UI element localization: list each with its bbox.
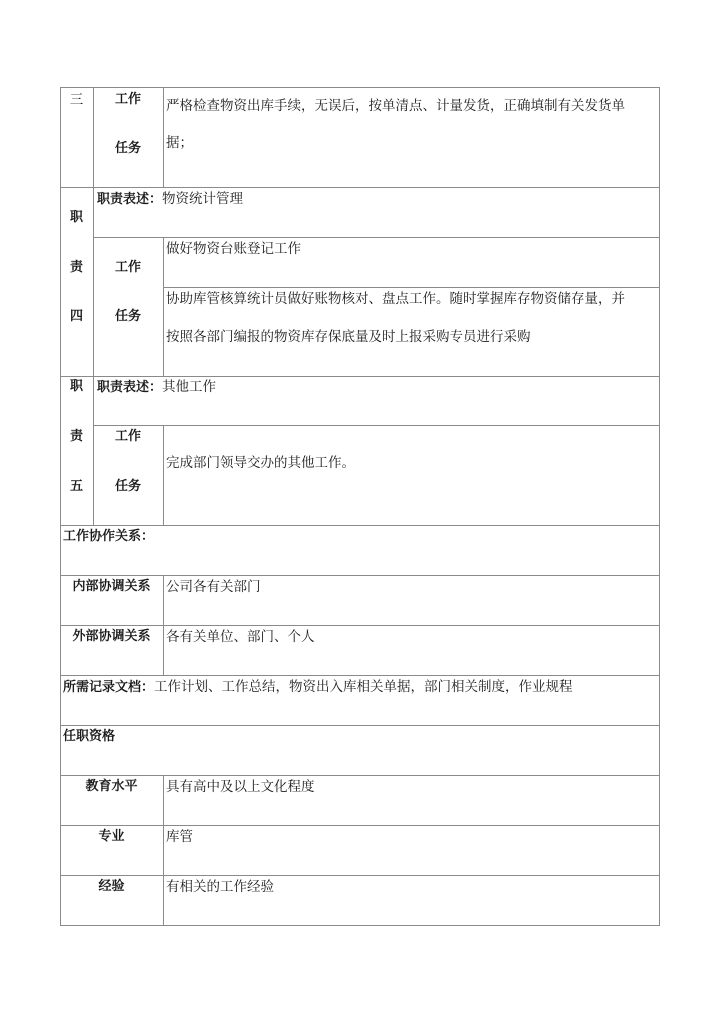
duty5-side-label-1: 职 [69, 379, 83, 394]
table-border [60, 87, 660, 88]
duty4-side-label-3: 四 [69, 309, 83, 324]
table-border [659, 87, 660, 925]
table-border [60, 575, 660, 576]
experience-label: 经验 [98, 879, 125, 894]
table-border [60, 825, 660, 826]
duty3-number: 三 [69, 92, 84, 108]
external-coordination-label: 外部协调关系 [72, 629, 151, 644]
table-border [60, 725, 660, 726]
duty4-description-text: 物资统计管理 [162, 191, 244, 207]
duty4-task-label-1: 工作 [114, 260, 141, 275]
table-border [60, 525, 660, 526]
table-border [60, 376, 660, 377]
records-row [63, 678, 573, 697]
duty3-task-label-2: 任务 [114, 141, 141, 156]
table-border [93, 376, 94, 525]
duty4-task-b-line2: 按照各部门编报的物资库存保底量及时上报采购专员进行采购 [166, 329, 531, 345]
table-border [93, 237, 660, 238]
duty4-task-label-2: 任务 [114, 309, 141, 324]
duty4-side-label-1: 职 [69, 210, 83, 225]
table-border [163, 287, 660, 288]
major-label: 专业 [98, 829, 125, 844]
duty4-description [97, 190, 243, 209]
duty5-description-text: 其他工作 [162, 379, 217, 395]
major-value: 库管 [166, 829, 193, 845]
table-border [60, 625, 660, 626]
table-border [60, 187, 660, 188]
table-border [163, 425, 164, 525]
records-value: 工作计划、工作总结，物资出入库相关单据，部门相关制度，作业规程 [154, 679, 573, 695]
table-border [60, 775, 660, 776]
duty5-side-label-2: 责 [69, 429, 83, 444]
records-label: 所需记录文档： [63, 680, 155, 695]
table-border [93, 425, 660, 426]
qualification-heading: 任职资格 [63, 729, 116, 744]
table-border [60, 875, 660, 876]
education-value: 具有高中及以上文化程度 [166, 779, 315, 795]
duty5-task-label-1: 工作 [114, 429, 141, 444]
internal-coordination-label: 内部协调关系 [72, 579, 151, 594]
duty3-task-text-line1: 严格检查物资出库手续，无误后，按单清点、计量发货，正确填制有关发货单 [166, 98, 625, 114]
duty5-description-label: 职责表述： [97, 380, 163, 395]
table-border [60, 925, 660, 926]
table-border [93, 187, 94, 376]
table-border [60, 675, 660, 676]
duty5-side-label-3: 五 [69, 479, 83, 494]
duty4-description-label: 职责表述： [97, 192, 163, 207]
cooperation-heading: 工作协作关系： [63, 529, 155, 544]
internal-coordination-value: 公司各有关部门 [166, 579, 261, 595]
table-border [163, 575, 164, 675]
duty3-task-label-1: 工作 [114, 92, 141, 107]
external-coordination-value: 各有关单位、部门、个人 [166, 629, 315, 645]
table-border [163, 237, 164, 376]
duty5-description [97, 378, 216, 397]
education-label: 教育水平 [85, 779, 138, 794]
table-border [163, 87, 164, 187]
experience-value: 有相关的工作经验 [166, 879, 274, 895]
duty5-task-label-2: 任务 [114, 479, 141, 494]
duty4-side-label-2: 责 [69, 260, 83, 275]
duty5-task-text: 完成部门领导交办的其他工作。 [166, 455, 355, 471]
duty4-task-b-line1: 协助库管核算统计员做好账物核对、盘点工作。随时掌握库存物资储存量，并 [166, 291, 625, 307]
duty3-task-text-line2: 据； [166, 135, 193, 151]
table-border [163, 775, 164, 925]
duty4-task-a: 做好物资台账登记工作 [166, 241, 301, 257]
